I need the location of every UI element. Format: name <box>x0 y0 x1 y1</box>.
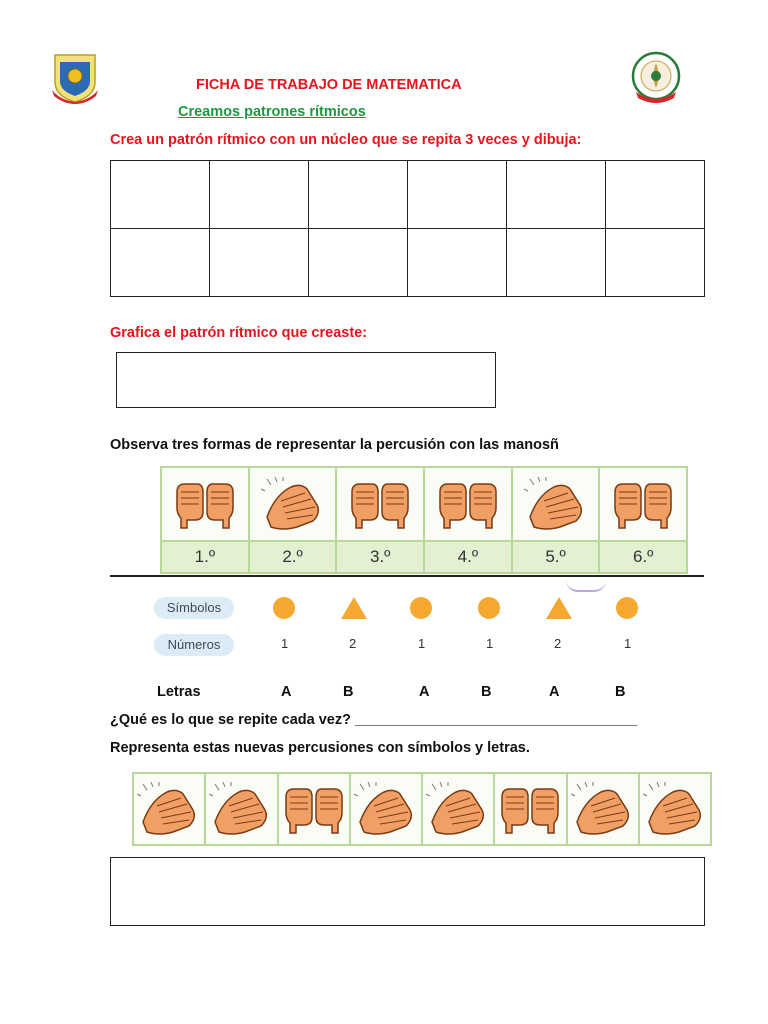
fists-icon <box>425 468 513 540</box>
ordinal-label: 1.º <box>162 542 250 572</box>
grid-cell[interactable] <box>408 229 507 297</box>
grid-cell[interactable] <box>111 229 210 297</box>
instruction-graph-pattern: Grafica el patrón rítmico que creaste: <box>110 325 368 341</box>
instruction-create-pattern: Crea un patrón rítmico con un núcleo que se repita 3 veces y dibuja: <box>110 132 582 148</box>
number-value: 2 <box>554 636 562 651</box>
letter-value: A <box>281 684 292 700</box>
circle-icon <box>410 597 432 619</box>
grid-cell[interactable] <box>507 229 606 297</box>
number-value: 1 <box>486 636 494 651</box>
fists-icon <box>162 468 250 540</box>
grid-cell[interactable] <box>309 161 408 229</box>
school-crest-icon <box>50 52 100 104</box>
answer-box-pattern[interactable] <box>116 352 496 408</box>
clap-icon <box>640 774 710 844</box>
page-title: FICHA DE TRABAJO DE MATEMATICA <box>196 77 462 93</box>
ordinal-label: 4.º <box>425 542 513 572</box>
letter-value: A <box>549 684 560 700</box>
grid-cell[interactable] <box>111 161 210 229</box>
clap-icon <box>134 774 206 844</box>
percussion-strip <box>160 466 688 574</box>
instruction-observe: Observa tres formas de representar la percusión con las manosñ <box>110 437 559 453</box>
fists-icon <box>495 774 567 844</box>
fists-icon <box>279 774 351 844</box>
clap-icon <box>351 774 423 844</box>
ejercito-seal-icon <box>630 50 682 104</box>
grid-cell[interactable] <box>606 229 705 297</box>
grid-cell[interactable] <box>210 229 309 297</box>
ordinal-label: 2.º <box>250 542 338 572</box>
symbols-label: Símbolos <box>154 597 234 619</box>
letter-value: B <box>343 684 354 700</box>
letters-label: Letras <box>157 684 201 700</box>
ordinal-label: 3.º <box>337 542 425 572</box>
circle-icon <box>616 597 638 619</box>
letter-value: B <box>481 684 492 700</box>
page-subtitle: Creamos patrones rítmicos <box>178 104 366 120</box>
grid-cell[interactable] <box>507 161 606 229</box>
number-value: 1 <box>418 636 426 651</box>
numbers-label: Números <box>154 634 234 656</box>
letter-value: A <box>419 684 430 700</box>
instruction-represent: Representa estas nuevas percusiones con símbolos y letras. <box>110 740 530 756</box>
drawing-grid[interactable] <box>110 160 705 297</box>
grid-cell[interactable] <box>210 161 309 229</box>
clap-icon <box>250 468 338 540</box>
number-value: 1 <box>624 636 632 651</box>
grid-cell[interactable] <box>408 161 507 229</box>
number-value: 2 <box>349 636 357 651</box>
letter-value: B <box>615 684 626 700</box>
grid-cell[interactable] <box>309 229 408 297</box>
clap-icon <box>206 774 278 844</box>
ordinal-label: 5.º <box>513 542 601 572</box>
number-value: 1 <box>281 636 289 651</box>
ordinal-label: 6.º <box>633 547 654 566</box>
divider-line <box>110 575 704 577</box>
grid-cell[interactable] <box>606 161 705 229</box>
new-percussion-strip <box>132 772 712 846</box>
answer-box-representation[interactable] <box>110 857 705 926</box>
clap-icon <box>513 468 601 540</box>
circle-icon <box>478 597 500 619</box>
clap-icon <box>423 774 495 844</box>
fists-icon <box>600 468 686 540</box>
decorative-arc <box>566 580 606 592</box>
triangle-icon <box>546 597 572 619</box>
fists-icon <box>337 468 425 540</box>
question-repeat: ¿Qué es lo que se repite cada vez? ___________________________________ <box>110 712 638 728</box>
clap-icon <box>568 774 640 844</box>
circle-icon <box>273 597 295 619</box>
triangle-icon <box>341 597 367 619</box>
